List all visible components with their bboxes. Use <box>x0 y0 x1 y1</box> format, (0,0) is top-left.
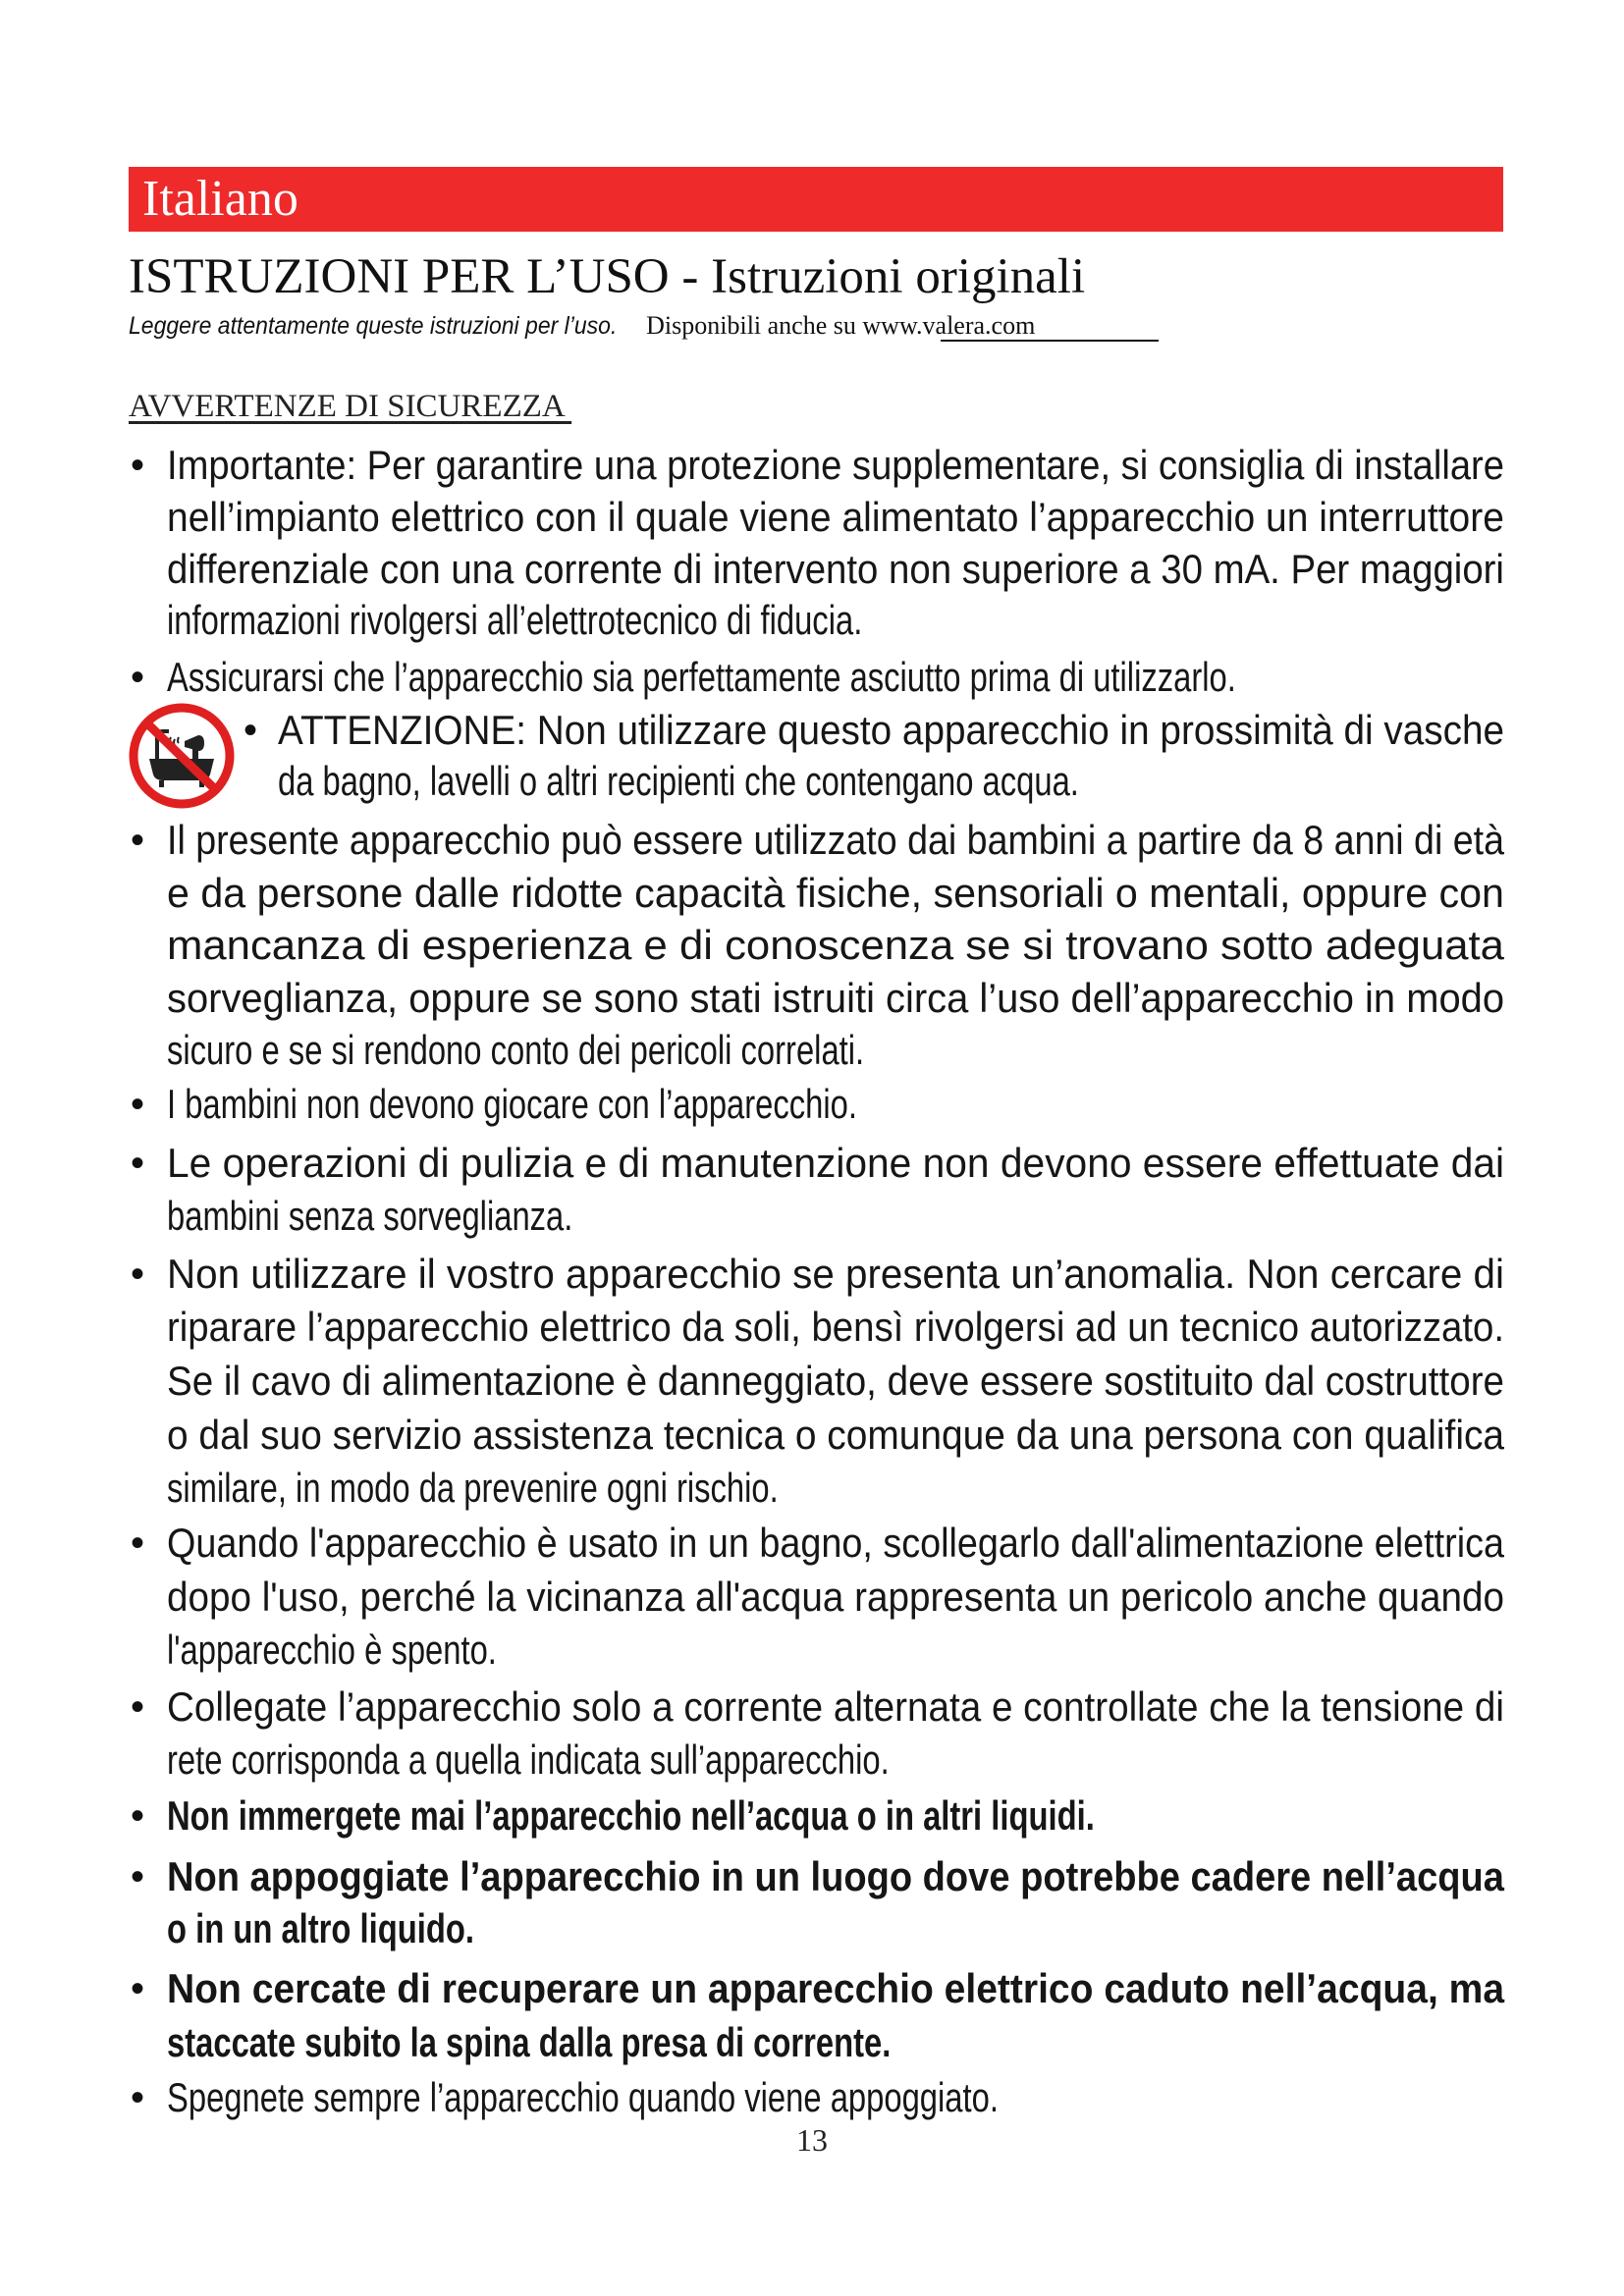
page-number: 13 <box>796 2122 828 2158</box>
website-link[interactable]: www.valera.com <box>862 311 1036 340</box>
list-bullet: • <box>131 2076 145 2119</box>
list-bullet: • <box>131 656 145 699</box>
warning-text-line: Se il cavo di alimentazione è danneggiato, deve essere sostituito dal costruttore <box>167 1358 1505 1404</box>
warning-text-line: Quando l'apparecchio è usato in un bagno, scollegarlo dall'alimentazione elettrica <box>167 1520 1504 1566</box>
list-bullet: • <box>131 1253 145 1296</box>
warning-text-line: Il presente apparecchio può essere utilizzato dai bambini a partire da 8 anni di età <box>167 817 1504 863</box>
warning-text-line: dopo l'uso, perché la vicinanza all'acqua rappresenta un pericolo anche quando <box>167 1574 1504 1620</box>
warning-text-line: nell’impianto elettrico con il quale viene alimentato l’apparecchio un interruttore <box>167 494 1504 540</box>
warning-text-line: l'apparecchio è spento. <box>167 1627 497 1673</box>
warning-text-line: similare, in modo da prevenire ogni rischio. <box>167 1465 779 1511</box>
subtitle-instruction: Leggere attentamente queste istruzioni per l’uso. <box>129 312 618 340</box>
page-title: ISTRUZIONI PER L’USO - Istruzioni originali <box>129 249 1086 304</box>
warning-text-line: o in un altro liquido. <box>167 1905 474 1951</box>
warning-text-line: Non cercate di recuperare un apparecchio elettrico caduto nell’acqua, ma <box>167 1965 1505 2011</box>
warning-text-line: mancanza di esperienza e di conoscenza se si trovano sotto adeguata <box>167 922 1504 968</box>
warning-text-line: Importante: Per garantire una protezione supplementare, si consiglia di installare <box>167 442 1504 488</box>
warning-text-line: Collegate l’apparecchio solo a corrente alternata e controllate che la tensione di <box>167 1683 1504 1730</box>
warning-text-line: sicuro e se si rendono conto dei pericoli correlati. <box>167 1027 865 1073</box>
warning-text-line: e da persone dalle ridotte capacità fisiche, sensoriali o mentali, oppure con <box>167 870 1504 916</box>
warning-text-line: staccate subito la spina dalla presa di corrente. <box>167 2019 892 2065</box>
list-bullet: • <box>131 1685 145 1729</box>
warning-text-line: Non immergete mai l’apparecchio nell’acqua o in altri liquidi. <box>167 1792 1095 1839</box>
list-bullet: • <box>131 444 145 487</box>
warning-text-line: riparare l’apparecchio elettrico da soli, bensì rivolgersi ad un tecnico autorizzato. <box>167 1304 1504 1350</box>
list-bullet: • <box>244 709 258 752</box>
warning-text-line: Spegnete sempre l’apparecchio quando viene appoggiato. <box>167 2074 999 2120</box>
warning-text-line: informazioni rivolgersi all’elettrotecnico di fiducia. <box>167 597 863 643</box>
list-bullet: • <box>131 1522 145 1565</box>
warning-text-line: bambini senza sorveglianza. <box>167 1193 573 1239</box>
section-title: AVVERTENZE DI SICUREZZA <box>129 389 572 424</box>
warning-text-line: sorveglianza, oppure se sono stati istruiti circa l’uso dell’apparecchio in modo <box>167 975 1505 1021</box>
list-bullet: • <box>131 1855 145 1898</box>
list-bullet: • <box>131 1967 145 2010</box>
warning-text-line: I bambini non devono giocare con l’apparecchio. <box>167 1081 857 1127</box>
warning-text-line: rete corrisponda a quella indicata sull’apparecchio. <box>167 1736 890 1783</box>
language-label: Italiano <box>142 171 298 227</box>
list-bullet: • <box>131 819 145 862</box>
warning-text-line: ATTENZIONE: Non utilizzare questo apparecchio in prossimità di vasche <box>278 707 1505 753</box>
list-bullet: • <box>131 1142 145 1185</box>
warning-text-line: differenziale con una corrente di intervento non superiore a 30 mA. Per maggiori <box>167 546 1504 592</box>
subtitle-available: Disponibili anche su <box>639 311 863 340</box>
warning-text-line: da bagno, lavelli o altri recipienti che contengano acqua. <box>278 758 1079 804</box>
warning-text-line: Le operazioni di pulizia e di manutenzione non devono essere effettuate dai <box>167 1140 1505 1186</box>
warning-text-line: Non appoggiate l’apparecchio in un luogo dove potrebbe cadere nell’acqua <box>167 1853 1504 1899</box>
list-bullet: • <box>131 1083 145 1126</box>
list-bullet: • <box>131 1794 145 1838</box>
warning-text-line: Non utilizzare il vostro apparecchio se presenta un’anomalia. Non cercare di <box>167 1251 1504 1297</box>
warning-text-line: o dal suo servizio assistenza tecnica o comunque da una persona con qualifica <box>167 1412 1505 1458</box>
warning-text-line: Assicurarsi che l’apparecchio sia perfettamente asciutto prima di utilizzarlo. <box>167 654 1236 700</box>
